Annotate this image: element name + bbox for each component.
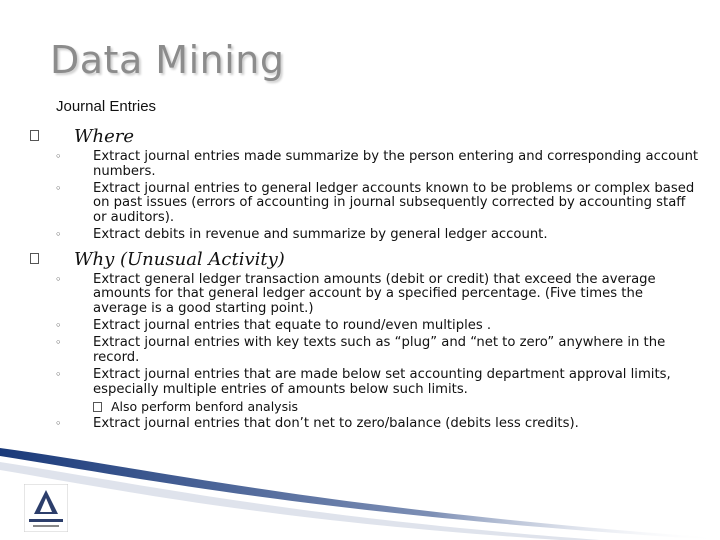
square-bullet-icon	[30, 253, 39, 264]
square-bullet-icon	[93, 402, 102, 412]
why-bullet-list	[30, 273, 700, 398]
section-heading-label: Where	[74, 126, 135, 147]
circle-bullet-icon: ◦	[55, 319, 62, 333]
list-item: ◦ Extract journal entries that are made below set accounting department approval limits, especially multiple entries of amounts below such limits.	[55, 367, 671, 397]
list-item: ◦ Extract journal entries with key texts such as “plug” and “net to zero” anywhere in the record.	[55, 335, 666, 365]
circle-bullet-icon: ◦	[55, 368, 62, 382]
section-heading-why	[30, 247, 700, 273]
section-heading-label: Why (Unusual Activity)	[74, 248, 285, 270]
list-item: ◦ Extract debits in revenue and summarize by general ledger account.	[55, 227, 548, 243]
square-bullet-icon	[30, 130, 39, 141]
list-item: ◦ Extract journal entries made summarize by the person entering and corresponding account numbers.	[55, 149, 699, 179]
decorative-swoosh	[0, 440, 720, 540]
list-item: ◦ Extract journal entries that don’t net to zero/balance (debits less credits).	[55, 415, 579, 431]
list-item: ◦ Extract journal entries to general ledger accounts known to be problems or complex based on past issues (errors of accounting in journal subsequently corrected by accounting staff or auditors).	[55, 180, 695, 225]
company-logo	[24, 484, 68, 532]
circle-bullet-icon: ◦	[55, 181, 62, 195]
circle-bullet-icon: ◦	[55, 228, 62, 242]
list-item: ◦ Extract journal entries that equate to round/even multiples .	[55, 318, 492, 334]
circle-bullet-icon: ◦	[55, 272, 62, 286]
slide-content	[30, 120, 700, 434]
circle-bullet-icon: ◦	[55, 336, 62, 350]
sub-list-item: Also perform benford analysis	[30, 400, 700, 414]
circle-bullet-icon: ◦	[55, 150, 62, 163]
circle-bullet-icon: ◦	[55, 416, 62, 430]
why-bullet-list-continued	[30, 417, 700, 432]
slide-subtitle: Journal Entries	[56, 98, 157, 115]
section-heading-where	[30, 124, 700, 150]
where-bullet-list	[30, 150, 700, 243]
list-item: ◦ Extract general ledger transaction amounts (debit or credit) that exceed the average amounts for that general ledger account by a specified percentage. (Five times the average is a good starting point.)	[55, 271, 656, 316]
slide-title: Data Mining	[50, 38, 285, 82]
